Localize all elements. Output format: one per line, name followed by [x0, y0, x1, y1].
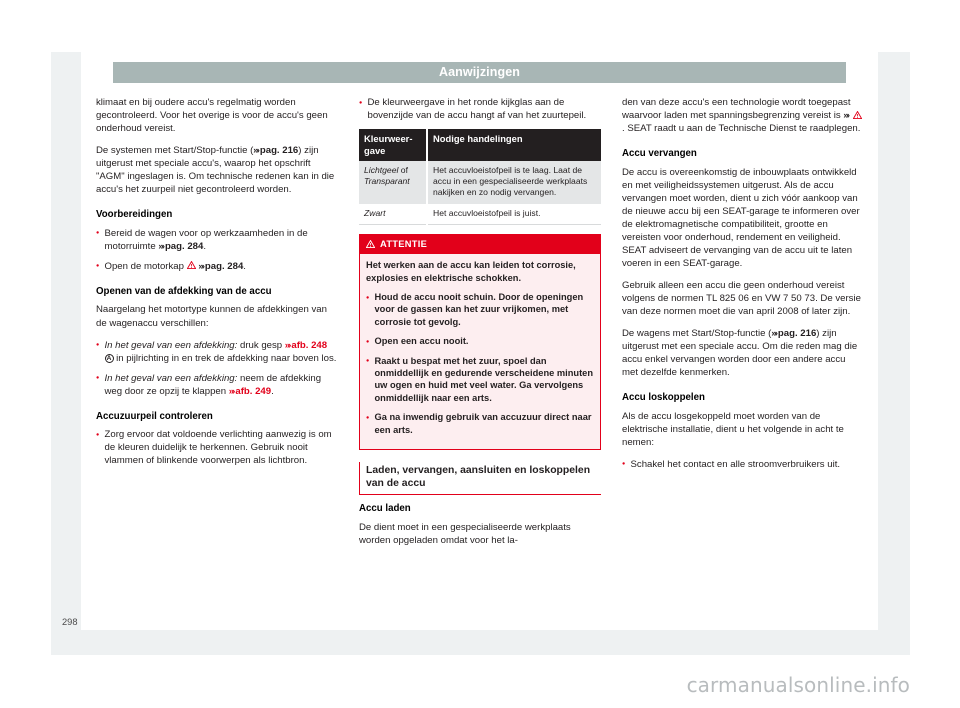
- paragraph-wagens-ref[interactable]: pag. 216: [777, 328, 817, 340]
- site-watermark: carmanualsonline.info: [686, 673, 910, 697]
- page-columns: [96, 96, 864, 621]
- list-item: ● Raakt u bespat met het zuur, spoel dan onmiddellijk en gedurende verscheidene minuten uw ogen en huid met veel water. Ga vervolgens onmiddellijk naar een arts.: [366, 355, 594, 405]
- heading-accu-vervangen: Accu vervangen: [622, 148, 697, 160]
- paragraph-startstop-ref[interactable]: pag. 216: [259, 145, 299, 157]
- paragraph-startstop-b: ) zijn uitgerust met speciale accu's, waarop het opschrift "AGM" ingeslagen is. Om technische redenen kan in die accu's het zuurpeil niet gecontroleerd worden.: [96, 145, 335, 196]
- color-action-table: [359, 129, 601, 225]
- attention-intro: Het werken aan de accu kan leiden tot corrosie, explosies en elektrische schokken.: [366, 260, 576, 283]
- table-row: [359, 204, 601, 225]
- bullet-afdekking1-b: in pijlrichting in en trek de afdekking naar boven los.: [116, 352, 337, 364]
- color-name-zwart: Zwart: [364, 207, 386, 218]
- column-left: [96, 96, 338, 621]
- heading-accu-loskoppelen: Accu loskoppelen: [622, 392, 705, 404]
- bullet-motorkap-end: .: [243, 260, 246, 272]
- warning-triangle-icon: [853, 111, 862, 119]
- bullet-bereid-ref[interactable]: pag. 284: [164, 240, 204, 252]
- table-header-row: [359, 129, 601, 161]
- paragraph-normen: Gebruik alleen een accu die geen onderhoud vereist volgens de normen TL 825 06 en VW 7 50 73. De versie van deze normen moet die van april 2008 of later zijn.: [622, 280, 861, 318]
- paragraph-inbouwplaats: De accu is overeenkomstig de inbouwplaats ontwikkeld en met veiligheidssystemen uitgerust. Als de accu vervangen moet worden, dient u zich vóór aankoop van de nieuwe accu bij een SEAT-garage te informeren over de elektromagnetische compatibiliteit, grootte en vereisten voor onderhoud, rendement en veiligheid. SEAT adviseert de vervanging van de accu uit te laten voeren in een SEAT-garage.: [622, 166, 860, 269]
- page-header-bar: [113, 62, 846, 83]
- attention-box: [359, 234, 601, 450]
- color-name-transparant: Transparant: [364, 176, 410, 187]
- color-joiner: of: [400, 165, 408, 176]
- paragraph-wagens-startstop: [622, 327, 864, 379]
- list-item: ● Zorg ervoor dat voldoende verlichting aanwezig is om de kleuren duidelijk te herkennen. Gebruik nooit vlammen of blinkende voorwerpen als lichtbron.: [96, 428, 338, 467]
- table-cell-color: [359, 204, 427, 225]
- bullet-afdekking2-lead: In het geval van een afdekking:: [104, 372, 238, 384]
- list-item: [96, 227, 338, 253]
- paragraph-wagens-a: De wagens met Start/Stop-functie (: [622, 328, 772, 340]
- paragraph-technologie-b: . SEAT raadt u aan de Technische Dienst te raadplegen.: [622, 123, 861, 135]
- reference-chevron-icon: »›: [198, 260, 204, 271]
- heading-voorbereidingen: Voorbereidingen: [96, 209, 173, 221]
- bullet-afdekking2-a: neem de afdekking weg door ze opzij te klappen: [104, 372, 322, 397]
- column-middle: [359, 96, 601, 621]
- attention-box-title: ATTENTIE: [380, 238, 428, 249]
- paragraph-startstop-a: De systemen met Start/Stop-functie (: [96, 145, 254, 157]
- attention-box-header: [360, 235, 600, 255]
- reference-chevron-icon: »›: [843, 110, 849, 121]
- section-title-laden: Laden, vervangen, aansluiten en loskoppelen van de accu: [359, 462, 601, 495]
- heading-openen-afdekking: Openen van de afdekking van de accu: [96, 285, 272, 297]
- heading-accuzuurpeil: Accuzuurpeil controleren: [96, 410, 213, 422]
- list-item: [96, 372, 338, 398]
- page-number: 298: [62, 617, 78, 627]
- warning-triangle-icon: [366, 240, 375, 248]
- callout-letter-a: A: [105, 354, 114, 363]
- list-item: ● Ga na inwendig gebruik van accuzuur direct naar een arts.: [366, 411, 594, 436]
- paragraph-klimaat: klimaat en bij oudere accu's regelmatig worden gecontroleerd. Voor het overige is voor de accu's geen onderhoud vereist.: [96, 97, 328, 135]
- attention-box-body: [360, 254, 600, 449]
- bullet-afdekking1-ref[interactable]: afb. 248: [291, 339, 328, 351]
- table-col-header-kleurweergave: Kleurweer-gave: [359, 129, 427, 161]
- table-col-header-handelingen: Nodige handelingen: [427, 129, 601, 161]
- paragraph-technologie: [622, 96, 864, 135]
- bullet-afdekking1-a: druk gesp: [239, 339, 283, 351]
- bullet-motorkap-ref[interactable]: pag. 284: [204, 260, 244, 272]
- bullet-bereid-end: .: [203, 240, 207, 252]
- list-item: [96, 339, 338, 365]
- paragraph-loskoppelen: Als de accu losgekoppeld moet worden van de elektrische installatie, dient u het volgende in acht te nemen:: [622, 410, 844, 448]
- bullet-bereid-text: Bereid de wagen voor op werkzaamheden in de motorruimte: [104, 227, 308, 252]
- page-header-title: Aanwijzingen: [438, 65, 521, 79]
- column-right: [622, 96, 864, 621]
- list-item: ● Houd de accu nooit schuin. Door de openingen voor de gassen kan het zuur vrijkomen, met corrosie tot gevolg.: [366, 291, 594, 328]
- table-cell-color: [359, 161, 427, 203]
- warning-triangle-icon: [187, 261, 196, 269]
- heading-accu-laden: Accu laden: [359, 503, 411, 515]
- paragraph-accu-laden: De dient moet in een gespecialiseerde werkplaats worden opgeladen omdat voor het la-: [359, 521, 571, 547]
- paragraph-naargelang: Naargelang het motortype kunnen de afdekkingen van de wagenaccu verschillen:: [96, 304, 327, 329]
- reference-chevron-icon: »›: [228, 385, 234, 396]
- list-item: ● De kleurweergave in het ronde kijkglas aan de bovenzijde van de accu hangt af van het zuurtepeil.: [359, 96, 601, 122]
- paragraph-technologie-a: den van deze accu's een technologie wordt toegepast waarvoor laden met spanningsbegrenzing vereist is: [622, 97, 851, 122]
- bullet-afdekking2-ref[interactable]: afb. 249: [235, 385, 272, 397]
- list-item: [96, 260, 338, 273]
- reference-chevron-icon: »›: [158, 240, 164, 251]
- table-cell-action: Het accuvloeistofpeil is te laag. Laat de accu in een gespecialiseerde werkplaats nakijken en zo nodig vervangen.: [427, 161, 601, 203]
- table-row: [359, 161, 601, 203]
- color-name-lichtgeel: Lichtgeel: [364, 165, 399, 176]
- reference-chevron-icon: »›: [253, 145, 259, 156]
- reference-chevron-icon: »›: [771, 328, 777, 339]
- paragraph-startstop: [96, 144, 338, 196]
- reference-chevron-icon: »›: [284, 339, 290, 350]
- table-cell-action: Het accuvloeistofpeil is juist.: [427, 204, 601, 225]
- list-item: ● Open een accu nooit.: [366, 335, 594, 347]
- paragraph-wagens-b: ) zijn uitgerust met een speciale accu. Om die reden mag die accu enkel vervangen worden door een andere accu met dezelfde kenmerken.: [622, 328, 858, 379]
- bullet-afdekking2-end: .: [271, 385, 274, 397]
- bullet-motorkap-text: Open de motorkap: [104, 260, 184, 272]
- bullet-afdekking1-lead: In het geval van een afdekking:: [104, 339, 238, 351]
- list-item: ● Schakel het contact en alle stroomverbruikers uit.: [622, 458, 864, 471]
